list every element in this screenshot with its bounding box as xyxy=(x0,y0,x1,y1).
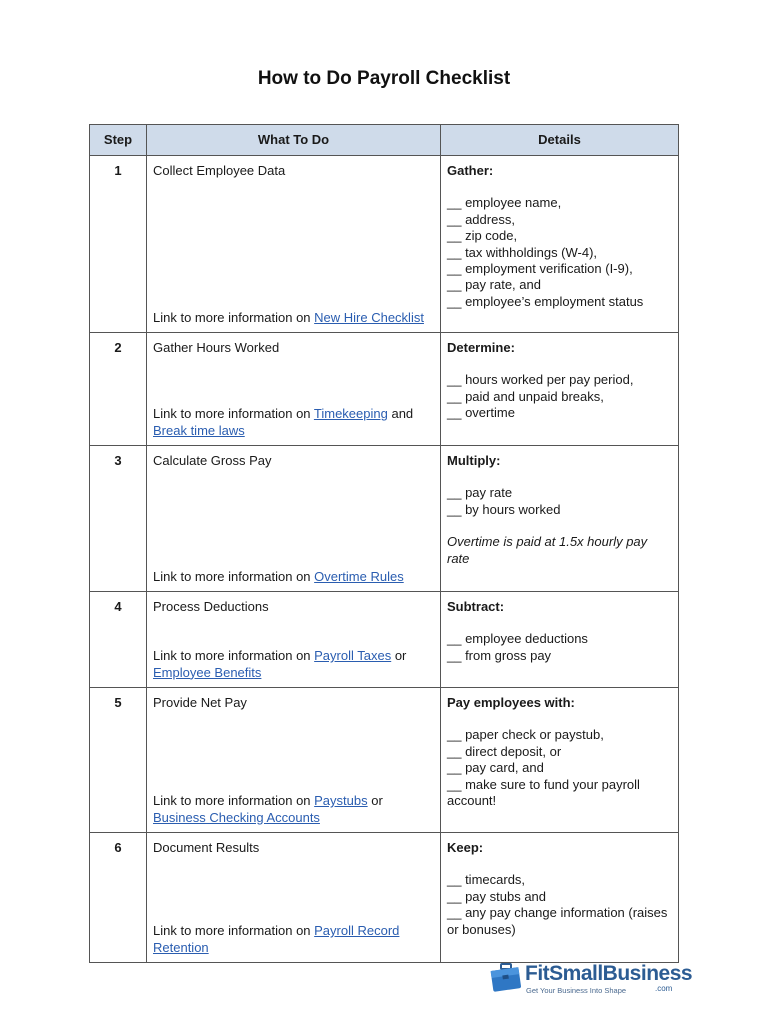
more-info-note xyxy=(153,923,434,956)
table-row xyxy=(90,833,679,963)
checklist-item: __ employment verification (I-9), xyxy=(447,261,633,277)
checklist-item: __ overtime xyxy=(447,405,515,421)
more-info-prefix: Link to more information on xyxy=(153,648,315,664)
details-heading: Determine: xyxy=(447,340,515,355)
task-title: Gather Hours Worked xyxy=(153,340,280,355)
checklist-item: __ pay rate, and xyxy=(447,277,541,293)
details-cell xyxy=(441,688,679,833)
checklist-item: __ from gross pay xyxy=(447,647,552,663)
table-row xyxy=(90,333,679,446)
checklist-item: __ tax withholdings (W-4), xyxy=(447,244,598,260)
header-what-to-do: What To Do xyxy=(147,125,441,156)
task-title: Calculate Gross Pay xyxy=(153,453,272,468)
more-info-prefix: Link to more information on xyxy=(153,568,315,584)
checklist-item: __ pay stubs and xyxy=(447,888,547,904)
table-row xyxy=(90,592,679,688)
more-info-prefix: Link to more information on xyxy=(153,793,315,809)
table-row xyxy=(90,156,679,333)
checklist-item: __ pay rate xyxy=(447,485,513,501)
task-title: Document Results xyxy=(153,840,260,855)
details-heading: Keep: xyxy=(447,840,484,855)
more-info-link[interactable]: Timekeeping xyxy=(313,406,388,422)
details-cell xyxy=(441,156,679,333)
what-to-do-cell xyxy=(147,592,441,688)
details-heading: Multiply: xyxy=(447,453,501,468)
step-number: 2 xyxy=(90,333,147,446)
more-info-note xyxy=(153,406,434,439)
step-number: 3 xyxy=(90,446,147,592)
checklist-item: __ paper check or paystub, xyxy=(447,727,604,743)
what-to-do-cell xyxy=(147,688,441,833)
task-title: Collect Employee Data xyxy=(153,163,286,178)
more-info-note xyxy=(153,648,434,681)
what-to-do-cell xyxy=(147,446,441,592)
what-to-do-cell xyxy=(147,833,441,963)
link-connector: or xyxy=(367,793,383,809)
more-info-link[interactable]: New Hire Checklist xyxy=(314,309,424,325)
header-details: Details xyxy=(441,125,679,156)
checklist-item: __ pay card, and xyxy=(447,760,544,776)
table-row xyxy=(90,688,679,833)
more-info-link[interactable]: Paystubs xyxy=(314,793,368,809)
checklist-item: __ direct deposit, or xyxy=(447,743,562,759)
details-heading: Pay employees with: xyxy=(447,695,575,710)
checklist-item: __ any pay change information (raises or bonuses) xyxy=(447,905,668,937)
logo-wordmark: FitSmallBusiness xyxy=(525,962,693,985)
more-info-link-secondary[interactable]: Business Checking Accounts xyxy=(153,809,320,825)
more-info-link[interactable]: Overtime Rules xyxy=(314,568,404,584)
more-info-note xyxy=(153,793,434,826)
briefcase-icon xyxy=(489,962,523,994)
task-title: Process Deductions xyxy=(153,599,269,614)
more-info-prefix: Link to more information on xyxy=(153,923,315,939)
page-title: How to Do Payroll Checklist xyxy=(257,68,511,89)
checklist-item: __ make sure to fund your payroll account! xyxy=(447,776,640,809)
checklist-item: __ hours worked per pay period, xyxy=(447,372,634,388)
details-note: Overtime is paid at 1.5x hourly pay rate xyxy=(447,534,648,566)
more-info-link[interactable]: Payroll Taxes xyxy=(314,648,392,664)
table-row xyxy=(90,446,679,592)
link-connector: and xyxy=(387,406,414,422)
more-info-prefix: Link to more information on xyxy=(153,406,314,422)
logo-tagline: Get Your Business Into Shape xyxy=(526,986,627,995)
checklist-item: __ timecards, xyxy=(447,872,526,888)
fitsmallbusiness-logo[interactable] xyxy=(489,962,693,996)
checklist-item: __ employee name, xyxy=(447,195,562,211)
link-connector: or xyxy=(391,648,407,664)
step-number: 5 xyxy=(90,688,147,833)
more-info-link-secondary[interactable]: Employee Benefits xyxy=(153,664,262,680)
what-to-do-cell xyxy=(147,156,441,333)
table-header-row xyxy=(90,125,679,156)
checklist-item: __ employee’s employment status xyxy=(447,293,644,309)
details-cell xyxy=(441,333,679,446)
payroll-checklist-table xyxy=(89,124,679,963)
checklist-item: __ paid and unpaid breaks, xyxy=(447,388,604,404)
logo-suffix: .com xyxy=(655,984,673,993)
task-title: Provide Net Pay xyxy=(153,695,247,710)
more-info-prefix: Link to more information on xyxy=(153,309,315,325)
step-number: 4 xyxy=(90,592,147,688)
step-number: 6 xyxy=(90,833,147,963)
step-number: 1 xyxy=(90,156,147,333)
more-info-note xyxy=(153,569,434,585)
checklist-item: __ employee deductions xyxy=(447,631,588,647)
checklist-item: __ zip code, xyxy=(447,228,518,244)
details-cell xyxy=(441,592,679,688)
header-step: Step xyxy=(90,125,147,156)
more-info-link-secondary[interactable]: Break time laws xyxy=(153,422,245,438)
details-heading: Subtract: xyxy=(447,599,505,614)
what-to-do-cell xyxy=(147,333,441,446)
more-info-link[interactable]: Payroll Record Retention xyxy=(153,923,400,955)
more-info-note xyxy=(153,310,434,326)
checklist-item: __ address, xyxy=(447,211,515,227)
details-cell xyxy=(441,446,679,592)
checklist-item: __ by hours worked xyxy=(447,501,561,517)
details-heading: Gather: xyxy=(447,163,494,178)
details-cell xyxy=(441,833,679,963)
